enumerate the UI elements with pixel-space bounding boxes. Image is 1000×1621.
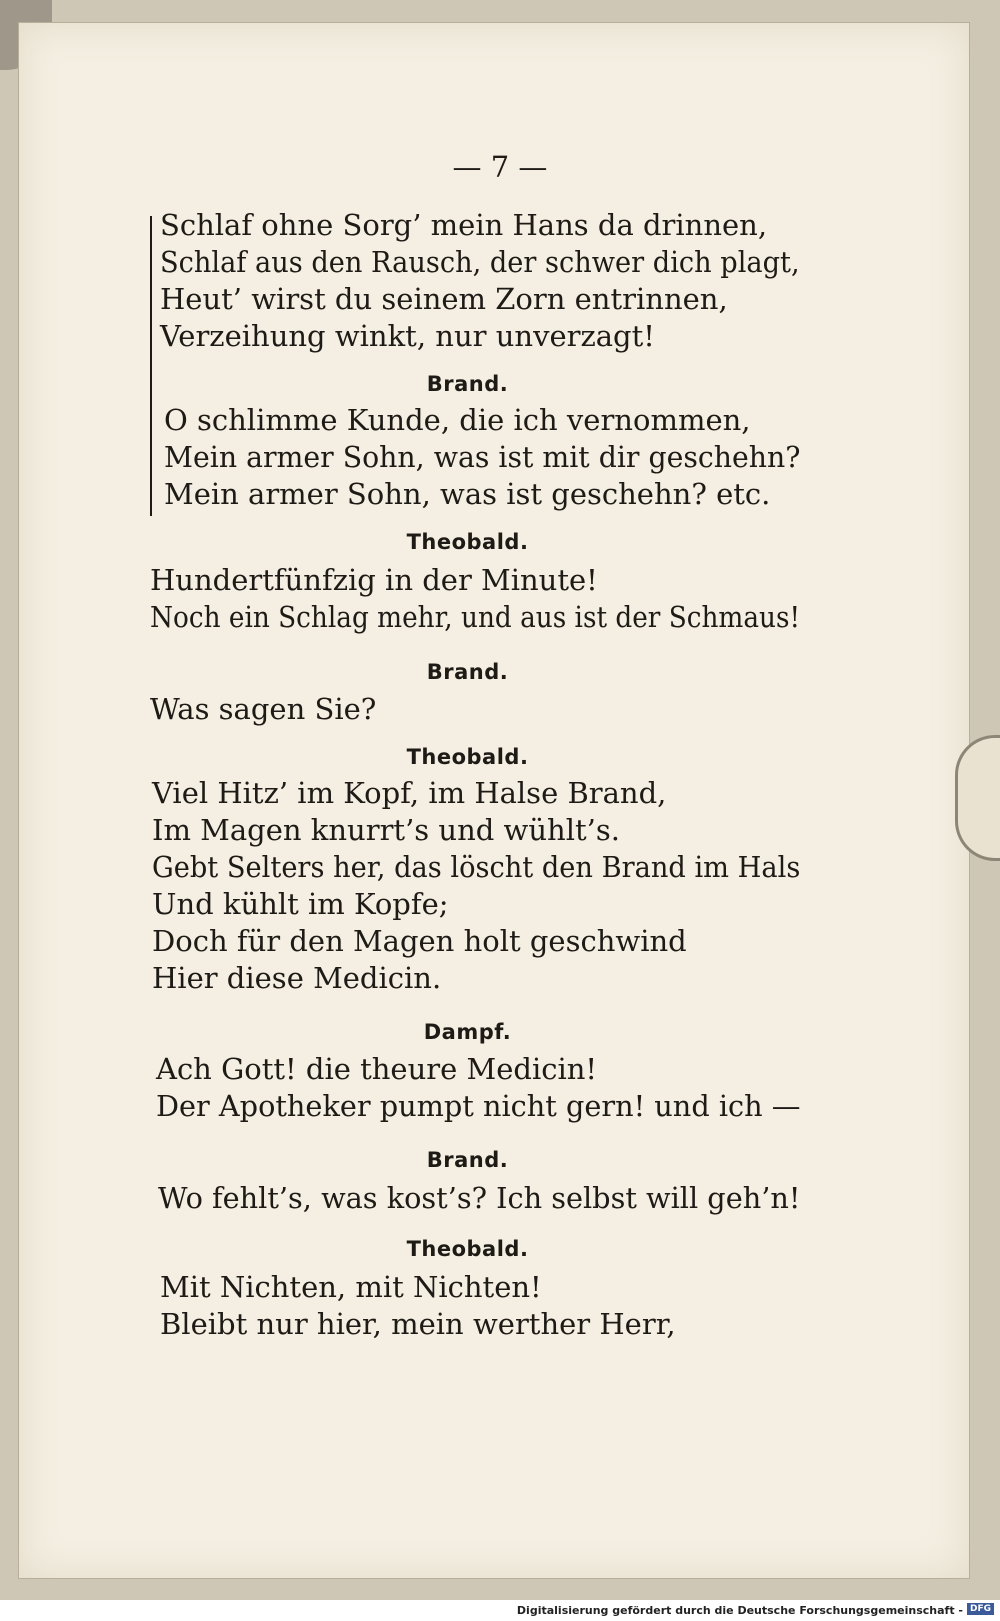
- verse-line: Schlaf ohne Sorg’ mein Hans da drinnen,: [160, 208, 768, 242]
- digitization-footer: [0, 1600, 1000, 1621]
- speaker-name: Theobald.: [406, 1237, 529, 1261]
- verse-line: Gebt Selters her, das löscht den Brand im Hals: [152, 850, 801, 884]
- verse-line: Noch ein Schlag mehr, und aus ist der Schmaus!: [150, 600, 801, 634]
- verse-line: Bleibt nur hier, mein werther Herr,: [160, 1307, 676, 1341]
- verse-bracket: [150, 216, 152, 516]
- verse-line: O schlimme Kunde, die ich vernommen,: [164, 403, 751, 437]
- speaker-name: Theobald.: [406, 745, 529, 769]
- verse-line: Doch für den Magen holt geschwind: [152, 924, 687, 958]
- page-number: — 7 —: [452, 150, 548, 184]
- verse-line: Wo fehlt’s, was kost’s? Ich selbst will geh’n!: [158, 1181, 801, 1215]
- speaker-name: Theobald.: [406, 530, 529, 554]
- verse-line: Mit Nichten, mit Nichten!: [160, 1270, 542, 1304]
- verse-line: Ach Gott! die theure Medicin!: [156, 1052, 598, 1086]
- speaker-name: Dampf.: [423, 1020, 512, 1044]
- verse-line: Viel Hitz’ im Kopf, im Halse Brand,: [152, 776, 667, 810]
- speaker-name: Brand.: [426, 660, 509, 684]
- verse-line: Hier diese Medicin.: [152, 961, 442, 995]
- page-clip-tab: [955, 735, 1000, 861]
- verse-line: Der Apotheker pumpt nicht gern! und ich —: [156, 1089, 801, 1123]
- verse-line: Mein armer Sohn, was ist mit dir geschehn?: [164, 440, 801, 474]
- verse-line: Verzeihung winkt, nur unverzagt!: [160, 319, 655, 353]
- verse-line: Was sagen Sie?: [150, 692, 377, 726]
- verse-line: Schlaf aus den Rausch, der schwer dich plagt,: [160, 245, 800, 279]
- dfg-logo: DFG: [967, 1603, 994, 1615]
- verse-line: Und kühlt im Kopfe;: [152, 887, 449, 921]
- verse-line: Im Magen knurrt’s und wühlt’s.: [152, 813, 620, 847]
- verse-line: Heut’ wirst du seinem Zorn entrinnen,: [160, 282, 728, 316]
- verse-line: Hundertfünfzig in der Minute!: [150, 563, 598, 597]
- footer-text: Digitalisierung gefördert durch die Deutsche Forschungsgemeinschaft -: [516, 1604, 963, 1617]
- verse-line: Mein armer Sohn, was ist geschehn? etc.: [164, 477, 771, 511]
- speaker-name: Brand.: [426, 372, 509, 396]
- speaker-name: Brand.: [426, 1148, 509, 1172]
